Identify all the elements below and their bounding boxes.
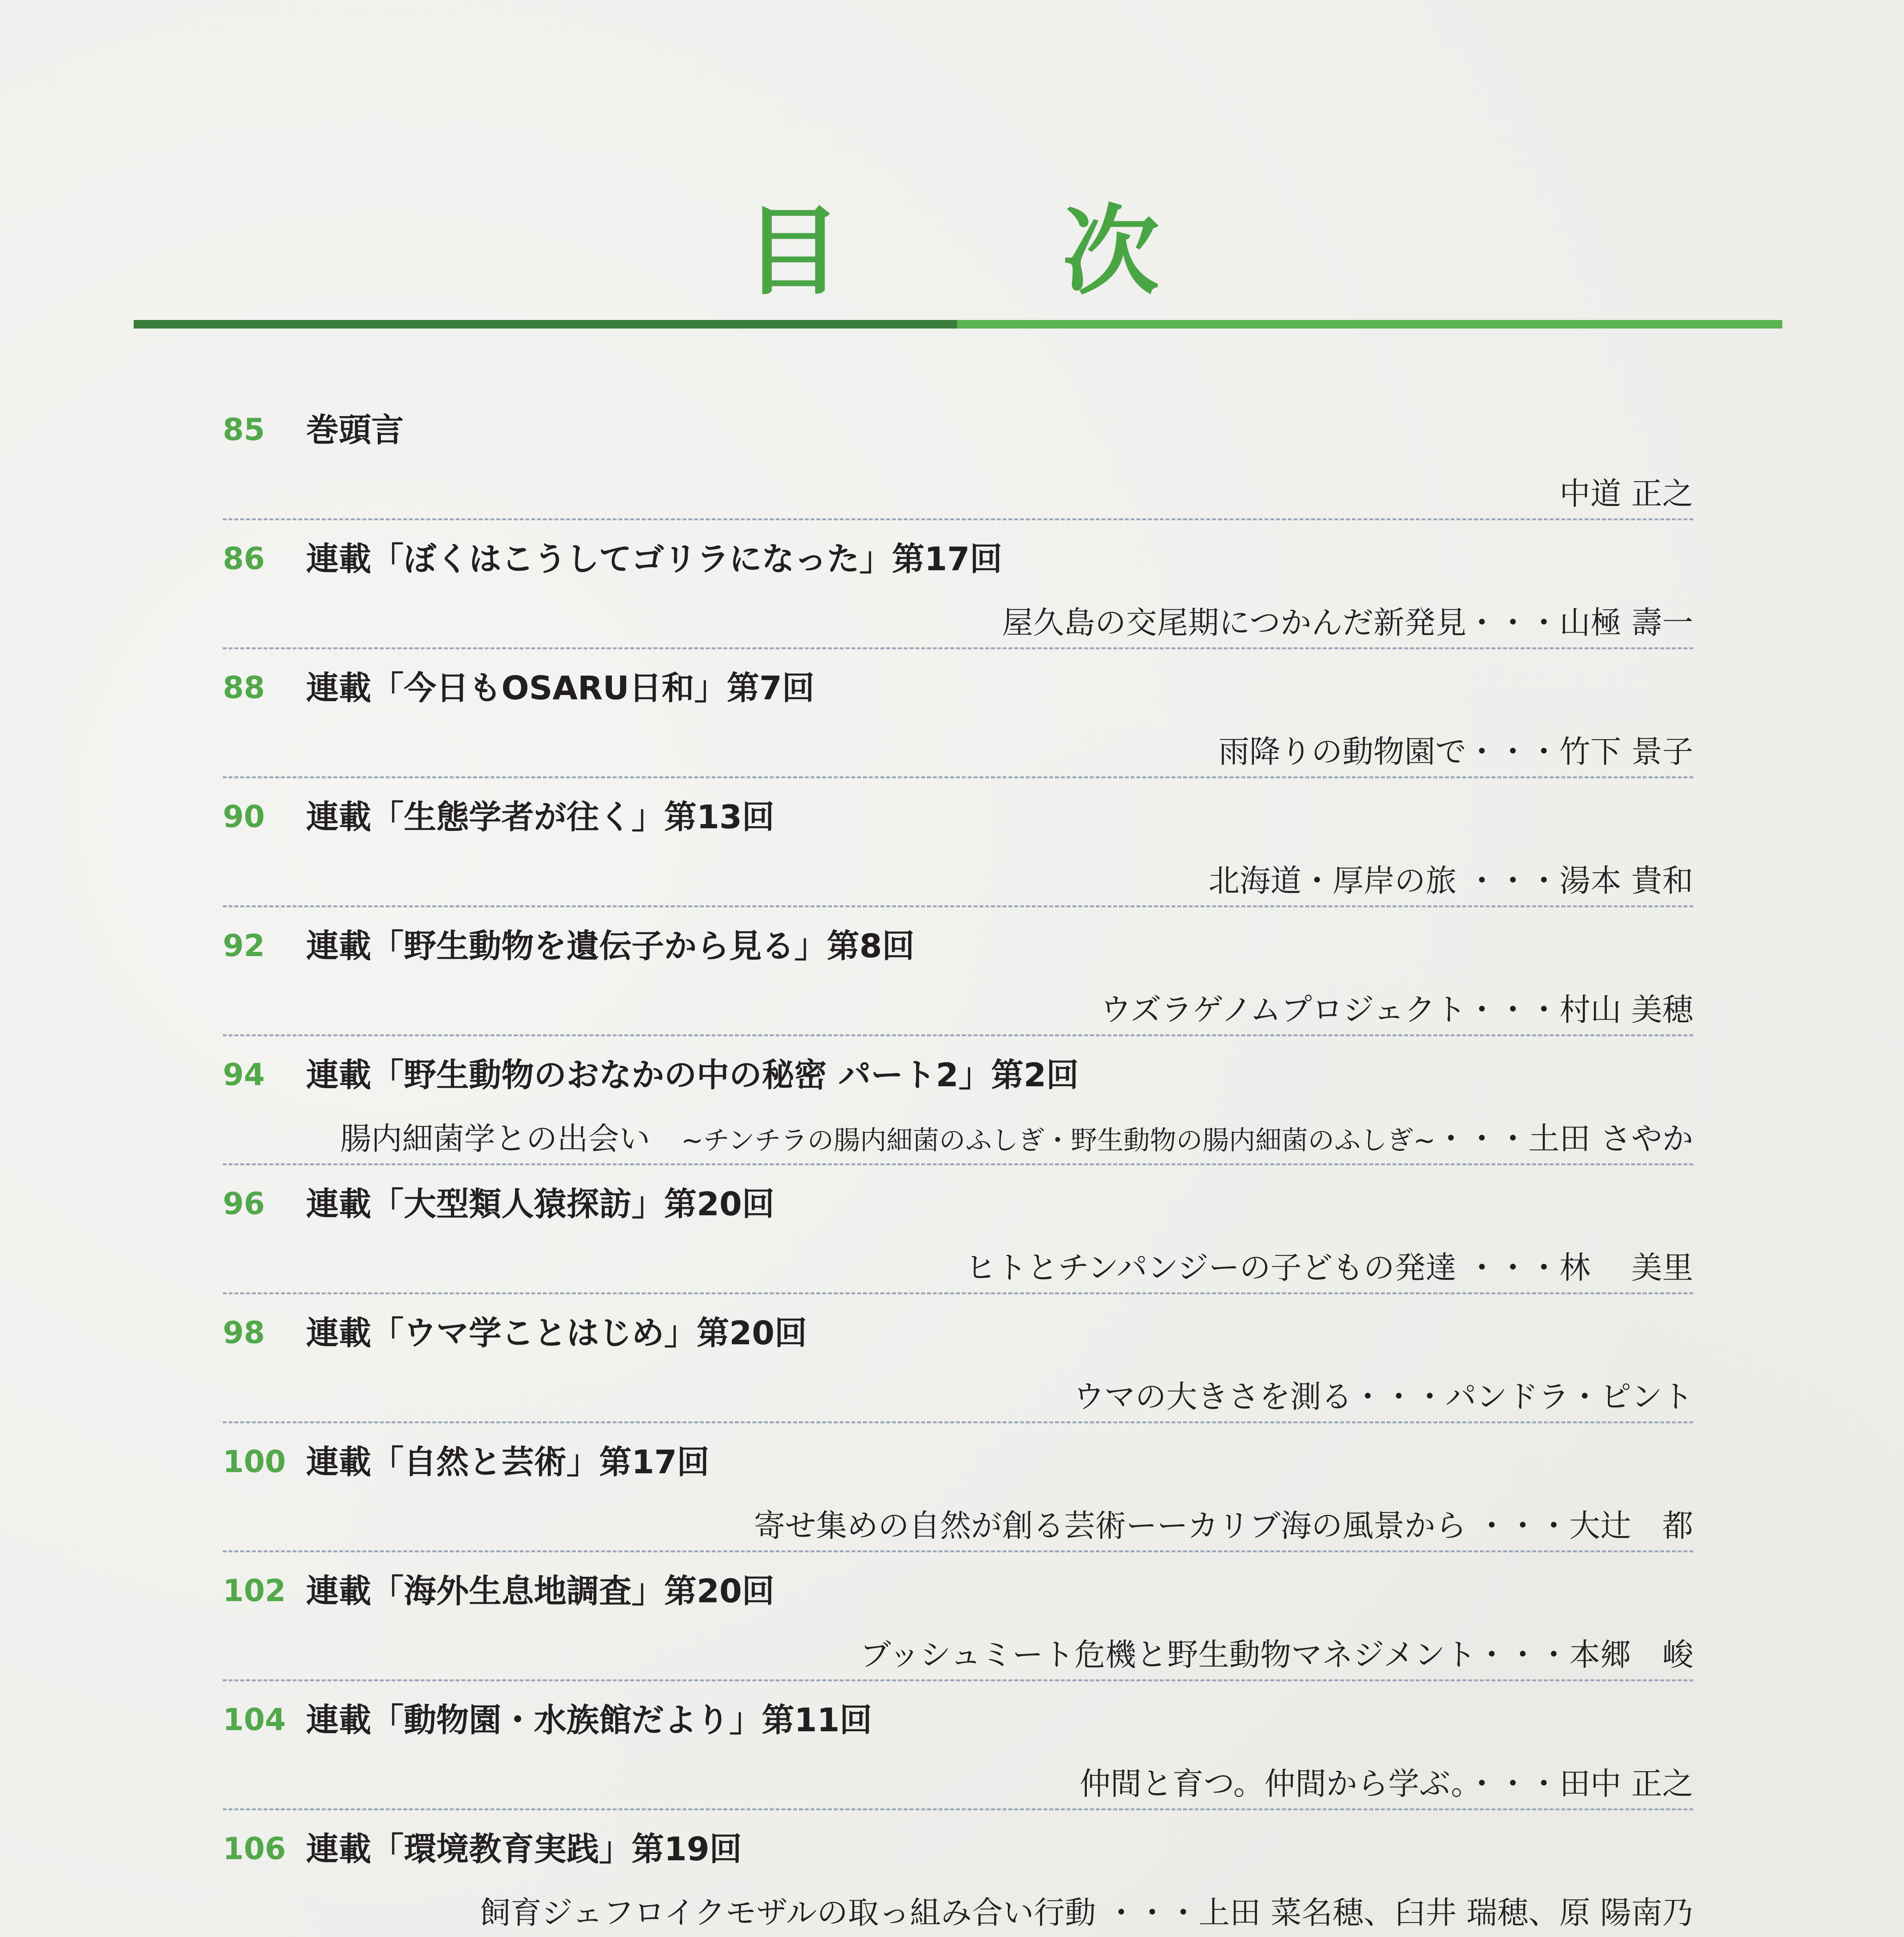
- toc-subtitle: 北海道・厚岸の旅 ・・・湯本 貴和: [1209, 863, 1693, 899]
- toc-page-number: 92: [223, 929, 265, 963]
- toc-page-number: 104: [223, 1703, 286, 1737]
- toc-heading: 連載「動物園・水族館だより」第11回: [306, 1701, 872, 1739]
- table-of-contents: [223, 391, 1693, 1937]
- toc-entry[interactable]: [223, 391, 1693, 520]
- toc-page-number: 98: [223, 1316, 265, 1350]
- toc-entry[interactable]: [223, 520, 1693, 649]
- toc-page-number: 86: [223, 542, 265, 576]
- toc-subtitle: 中道 正之: [1559, 476, 1693, 512]
- toc-entry[interactable]: [223, 907, 1693, 1036]
- toc-subtitle: ウマの大きさを測る・・・パンドラ・ピント: [1073, 1379, 1693, 1415]
- toc-entry[interactable]: [223, 1165, 1693, 1294]
- toc-page-number: 106: [223, 1832, 286, 1866]
- toc-subtitle: 屋久島の交尾期につかんだ新発見・・・山極 壽一: [1002, 605, 1693, 641]
- page-title: 目 次: [745, 195, 1221, 308]
- toc-heading: 連載「今日もOSARU日和」第7回: [306, 669, 815, 707]
- toc-heading: 連載「野生動物を遺伝子から見る」第8回: [306, 927, 915, 965]
- toc-entry[interactable]: [223, 1681, 1693, 1810]
- toc-heading: 連載「野生動物のおなかの中の秘密 パート2」第2回: [306, 1056, 1079, 1094]
- toc-subtitle: 飼育ジェフロイクモザルの取っ組み合い行動 ・・・上田 菜名穂、臼井 瑞穂、原 陽南乃: [479, 1895, 1693, 1931]
- toc-heading: 連載「海外生息地調査」第20回: [306, 1572, 775, 1610]
- toc-page-number: 102: [223, 1574, 286, 1608]
- toc-entry[interactable]: [223, 1810, 1693, 1937]
- toc-subtitle: 雨降りの動物園で・・・竹下 景子: [1218, 734, 1693, 770]
- toc-page-number: 94: [223, 1058, 265, 1092]
- title-underline: [134, 320, 1782, 329]
- title-underline-light: [957, 320, 1782, 329]
- toc-entry[interactable]: [223, 1036, 1693, 1165]
- toc-entry[interactable]: [223, 778, 1693, 907]
- toc-entry[interactable]: [223, 649, 1693, 778]
- toc-page-number: 88: [223, 671, 265, 705]
- toc-subtitle: [340, 1118, 1693, 1162]
- toc-subtitle-author: ・・・土田 さやか: [1435, 1121, 1693, 1157]
- toc-entry[interactable]: [223, 1294, 1693, 1423]
- toc-heading: 連載「環境教育実践」第19回: [306, 1830, 742, 1868]
- toc-subtitle-main: 腸内細菌学との出会い: [340, 1121, 681, 1157]
- toc-subtitle: ヒトとチンパンジーの子どもの発達 ・・・林 美里: [965, 1250, 1693, 1286]
- toc-heading: 連載「ウマ学ことはじめ」第20回: [306, 1314, 807, 1352]
- toc-subtitle: ウズラゲノムプロジェクト・・・村山 美穂: [1100, 992, 1693, 1028]
- toc-page-number: 96: [223, 1187, 265, 1221]
- toc-subtitle: ブッシュミート危機と野生動物マネジメント・・・本郷 峻: [860, 1637, 1693, 1673]
- toc-entry[interactable]: [223, 1552, 1693, 1681]
- toc-heading: 連載「自然と芸術」第17回: [306, 1443, 709, 1481]
- toc-heading: 巻頭言: [306, 411, 404, 449]
- toc-page-number: 90: [223, 800, 265, 834]
- toc-heading: 連載「生態学者が往く」第13回: [306, 798, 775, 836]
- toc-subtitle-small: ~チンチラの腸内細菌のふしぎ・野生動物の腸内細菌のふしぎ~: [681, 1125, 1436, 1156]
- toc-subtitle: 寄せ集めの自然が創る芸術ーーカリブ海の風景から ・・・大辻 都: [754, 1508, 1693, 1544]
- toc-heading: 連載「ぼくはこうしてゴリラになった」第17回: [306, 540, 1002, 578]
- title-underline-dark: [134, 320, 957, 329]
- toc-heading: 連載「大型類人猿探訪」第20回: [306, 1185, 775, 1223]
- toc-entry[interactable]: [223, 1423, 1693, 1552]
- toc-page-number: 85: [223, 413, 265, 447]
- toc-subtitle: 仲間と育つ。仲間から学ぶ。・・・田中 正之: [1079, 1766, 1693, 1802]
- toc-page-number: 100: [223, 1445, 286, 1479]
